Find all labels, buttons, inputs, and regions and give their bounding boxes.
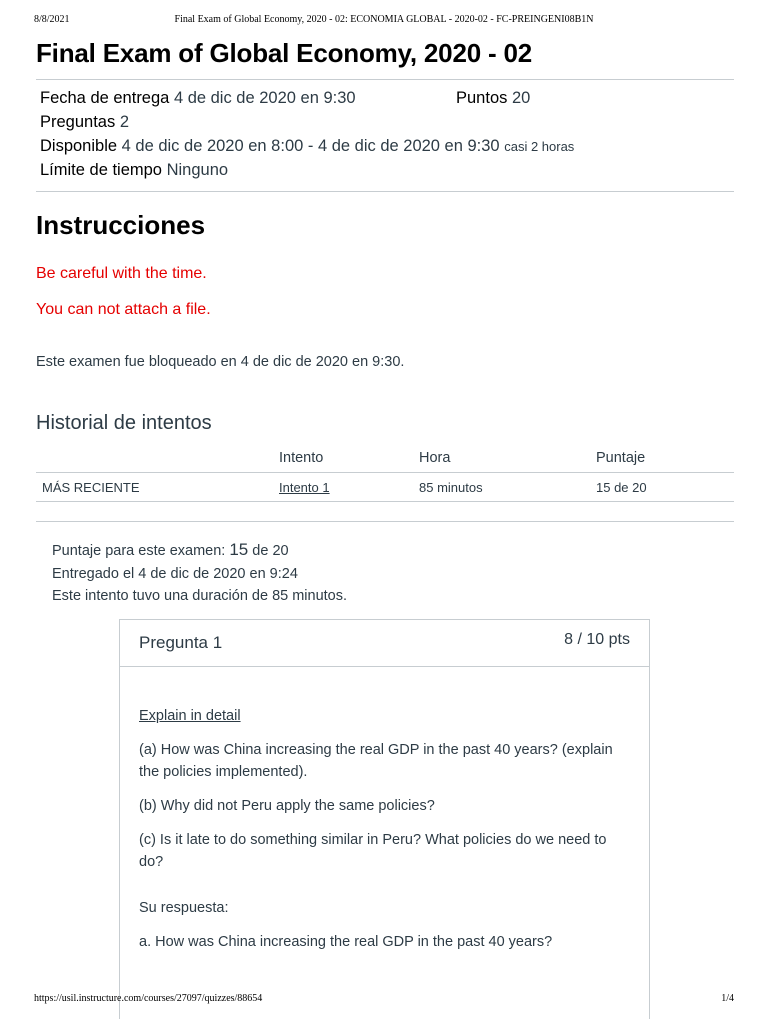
question-part-a: (a) How was China increasing the real GDP in the past 40 years? (explain the policies implemented). bbox=[139, 742, 613, 780]
answer-label: Su respuesta: bbox=[139, 900, 229, 916]
table-row bbox=[36, 473, 734, 502]
print-footer bbox=[34, 993, 734, 1007]
time-limit-value: Ninguno bbox=[166, 161, 229, 179]
due-date-value: 4 de dic de 2020 en 9:30 bbox=[173, 89, 356, 107]
print-date: 8/8/2021 bbox=[34, 14, 70, 25]
questions-label: Preguntas bbox=[40, 113, 116, 131]
question-part-b: (b) Why did not Peru apply the same policies? bbox=[139, 798, 435, 814]
question-part-c: (c) Is it late to do something similar in Peru? What policies do we need to do? bbox=[139, 832, 607, 870]
questions-row bbox=[40, 113, 129, 132]
question-card bbox=[119, 619, 650, 1019]
quiz-score bbox=[52, 540, 289, 560]
attempt-link[interactable]: Intento 1 bbox=[279, 479, 330, 495]
column-header: Intento bbox=[279, 450, 419, 473]
instructions-heading: Instrucciones bbox=[36, 210, 206, 240]
page-number: 1/4 bbox=[721, 993, 734, 1004]
points-value: 20 bbox=[511, 89, 531, 107]
column-header: Puntaje bbox=[596, 450, 734, 473]
locked-notice: Este examen fue bloqueado en 4 de dic de 2020 en 9:30. bbox=[36, 354, 405, 370]
available-row bbox=[40, 137, 574, 156]
due-date-label: Fecha de entrega bbox=[40, 89, 170, 107]
print-header bbox=[34, 14, 734, 28]
score-suffix: de 20 bbox=[252, 543, 289, 559]
question-heading: Explain in detail bbox=[139, 708, 241, 724]
points-label: Puntos bbox=[456, 89, 508, 107]
score-prefix: Puntaje para este examen: bbox=[52, 543, 226, 559]
points-row bbox=[456, 89, 530, 108]
question-header bbox=[120, 620, 649, 667]
question-text bbox=[139, 705, 629, 965]
print-title: Final Exam of Global Economy, 2020 - 02: ECONOMIA GLOBAL - 2020-02 - FC-PREINGENI08B1N bbox=[174, 14, 594, 25]
table-header-row bbox=[36, 450, 734, 473]
attempt-history-heading: Historial de intentos bbox=[36, 412, 212, 434]
divider bbox=[36, 521, 734, 522]
submitted-at: Entregado el 4 de dic de 2020 en 9:24 bbox=[52, 566, 298, 582]
column-header bbox=[36, 450, 279, 473]
available-value: 4 de dic de 2020 en 8:00 - 4 de dic de 2020 en 9:30 bbox=[121, 137, 500, 155]
time-limit-label: Límite de tiempo bbox=[40, 161, 162, 179]
answer-text: a. How was China increasing the real GDP in the past 40 years? bbox=[139, 934, 553, 950]
score-value: 15 bbox=[229, 540, 249, 559]
question-title: Pregunta 1 bbox=[139, 633, 223, 652]
page-title: Final Exam of Global Economy, 2020 - 02 bbox=[36, 38, 532, 68]
instruction-warning: You can not attach a file. bbox=[36, 301, 211, 318]
due-date-row bbox=[40, 89, 356, 108]
attempt-history-table bbox=[36, 450, 734, 502]
attempt-score: 15 de 20 bbox=[596, 473, 734, 502]
available-label: Disponible bbox=[40, 137, 118, 155]
available-duration-note: casi 2 horas bbox=[504, 139, 575, 154]
attempt-duration: Este intento tuvo una duración de 85 minutos. bbox=[52, 588, 348, 604]
divider bbox=[36, 79, 734, 80]
print-url: https://usil.instructure.com/courses/27097/quizzes/88654 bbox=[34, 993, 263, 1004]
questions-value: 2 bbox=[119, 113, 129, 131]
column-header: Hora bbox=[419, 450, 596, 473]
attempt-time: 85 minutos bbox=[419, 473, 596, 502]
latest-attempt-label: MÁS RECIENTE bbox=[36, 473, 279, 502]
divider bbox=[36, 191, 734, 192]
instruction-warning: Be careful with the time. bbox=[36, 265, 207, 282]
question-points: 8 / 10 pts bbox=[564, 631, 630, 648]
time-limit-row bbox=[40, 161, 228, 180]
